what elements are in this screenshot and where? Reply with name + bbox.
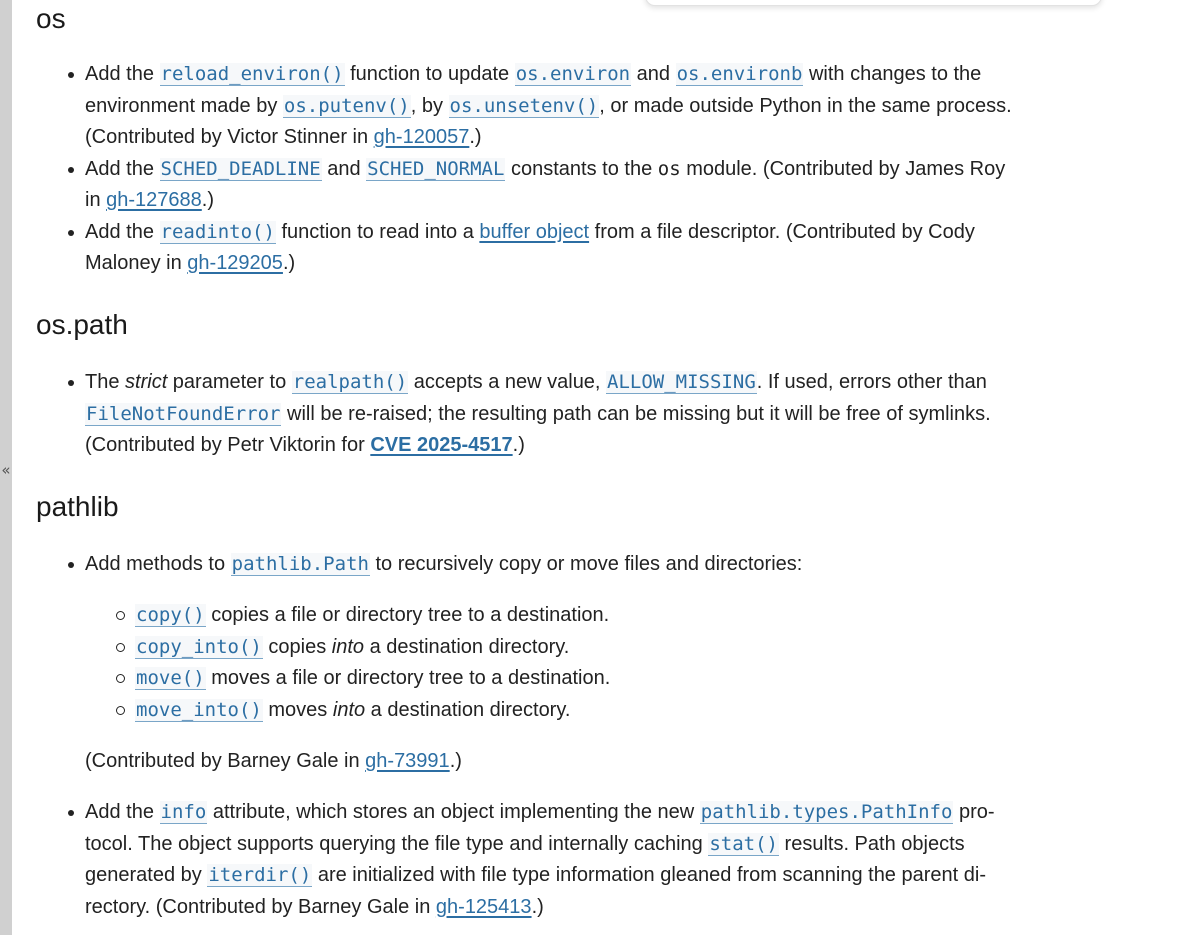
text: The [85,371,126,393]
sub-list-item [36,600,1016,632]
section-heading-pathlib: pathlib [36,491,119,522]
text: Add the [85,220,160,243]
collapse-sidebar-icon[interactable]: « [1,461,11,479]
text: protocol. The object supports querying the file type and internally caching [85,801,995,855]
list-item [36,154,1016,217]
text: and [321,157,367,180]
text: .) [469,126,482,148]
iterdir-link[interactable]: iterdir() [208,864,312,886]
text: (Contributed by Barney Gale in [85,750,366,772]
realpath-link[interactable]: realpath() [292,371,408,393]
text: . If used, errors other than [756,371,987,393]
readinto-link[interactable]: readinto() [160,220,275,243]
pathlib-list-1 [36,549,1016,581]
text: accepts a new value, [408,371,607,393]
text: results. Path objects generated by [85,832,965,886]
os-putenv-link[interactable]: os.putenv() [283,94,410,117]
text: will be re-raised; the resulting path can be missing but it will be free of symlinks. (Contributed by Petr Viktorin for [85,402,991,456]
into-emphasis: into [332,698,366,721]
list-item [36,59,1016,154]
into-emphasis: into [331,635,365,658]
text: copies [262,635,332,658]
text: function to update [344,63,515,85]
pathlib-path-link[interactable]: pathlib.Path [231,553,369,575]
text: , by [410,94,449,117]
text: with changes to the environment made by [85,63,982,117]
gh-issue-link[interactable]: gh-125413 [435,895,532,918]
os-list [36,59,1016,280]
os-environb-link[interactable]: os.environb [676,63,803,85]
os-path-list [36,367,1016,462]
text: .) [201,189,214,211]
text: Add methods to [85,553,231,575]
contributed-paragraph [85,746,462,778]
search-popup [645,0,1102,6]
text: , or made outside Python in the same process. (Contributed by Victor Stinner in [85,94,1012,148]
move-into-method-link[interactable]: move_into() [136,698,262,721]
os-unsetenv-link[interactable]: os.unsetenv() [449,94,599,117]
sched-deadline-link[interactable]: SCHED_DEADLINE [160,157,321,180]
text: from a file descriptor. (Contributed by Cody Maloney in [85,220,975,274]
text: .) [512,434,525,456]
sub-list-item [36,695,1016,727]
os-module-code: os [657,157,681,180]
sub-list-item [36,632,1016,664]
text: constants to the [505,157,658,180]
text: Add the [85,157,160,180]
text: a destination directory. [365,698,571,721]
text: Add the [85,801,160,823]
section-heading-os: os [36,3,66,34]
text: a destination directory. [364,635,570,658]
reload-environ-link[interactable]: reload_environ() [160,63,344,85]
sched-normal-link[interactable]: SCHED_NORMAL [367,157,505,180]
text: parameter to [167,371,292,393]
copy-method-link[interactable]: copy() [136,604,205,626]
text: moves [262,698,333,721]
text: .) [531,895,544,918]
list-item [36,217,1016,280]
gh-issue-link[interactable]: gh-73991 [365,750,450,772]
list-item [36,549,1016,581]
filenotfounderror-link[interactable]: FileNotFoundError [86,402,281,425]
buffer-object-link[interactable]: buffer object [479,220,590,243]
stat-link[interactable]: stat() [709,832,778,855]
text: copies a file or directory tree to a destination. [205,604,610,626]
text: are initialized with file type information gleaned from scanning the parent directory. (Contributed by Barney Gale in [85,864,986,918]
text: attribute, which stores an object implementing the new [207,801,700,823]
text: .) [449,750,462,772]
strict-emphasis: strict [125,371,168,393]
gh-issue-link[interactable]: gh-127688 [106,189,202,211]
info-attribute-link[interactable]: info [160,801,207,823]
move-method-link[interactable]: move() [136,667,205,689]
pathlib-sublist [36,600,1016,726]
text: and [631,63,676,85]
list-item [36,797,1016,923]
list-item [36,367,1016,462]
text: function to read into a [275,220,480,243]
copy-into-method-link[interactable]: copy_into() [136,635,262,658]
gh-issue-link[interactable]: gh-129205 [187,252,283,274]
allow-missing-link[interactable]: ALLOW_MISSING [607,371,756,393]
text: Add the [85,63,160,85]
cve-link[interactable]: CVE 2025-4517 [370,434,513,456]
text: .) [282,252,296,274]
pathinfo-link[interactable]: pathlib.types.PathInfo [700,801,953,823]
section-heading-os-path: os.path [36,309,128,340]
gh-issue-link[interactable]: gh-120057 [373,126,470,148]
text: moves a file or directory tree to a destination. [205,667,611,689]
os-environ-link[interactable]: os.environ [515,63,631,85]
pathlib-list-2 [36,797,1016,923]
text: module. (Contributed by James Roy in [85,157,1006,211]
sub-list-item [36,663,1016,695]
text: to recursively copy or move files and directories: [369,553,803,575]
